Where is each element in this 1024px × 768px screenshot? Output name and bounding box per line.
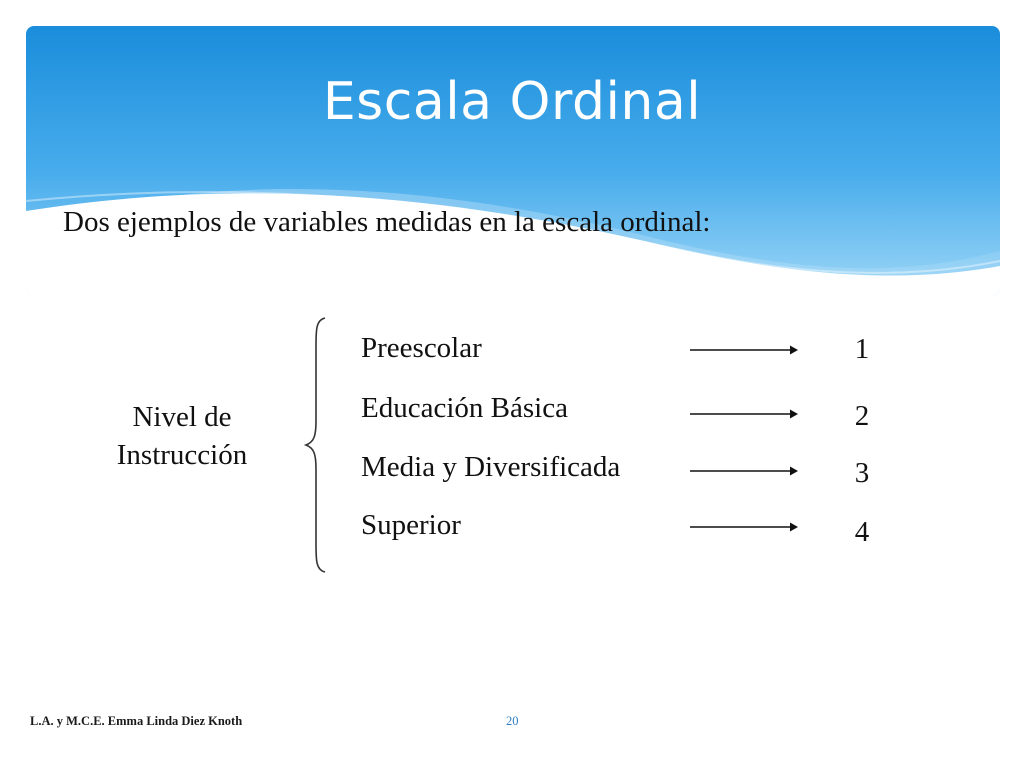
level-value-3: 3 <box>854 457 870 489</box>
page-number: 20 <box>506 714 519 728</box>
variable-name-line1: Nivel de <box>132 401 232 433</box>
level-value-4: 4 <box>854 516 870 548</box>
slide-title: Escala Ordinal <box>322 72 702 132</box>
curly-brace-icon <box>300 316 340 574</box>
level-label-superior: Superior <box>361 509 461 541</box>
level-value-2: 2 <box>854 400 870 432</box>
slide-subtitle: Dos ejemplos de variables medidas en la escala ordinal: <box>63 206 711 238</box>
arrow-right-icon <box>690 408 800 420</box>
level-label-educacion-basica: Educación Básica <box>361 392 568 424</box>
arrow-right-icon <box>690 521 800 533</box>
banner-background <box>26 26 1000 296</box>
title-banner <box>26 26 1000 296</box>
variable-name-line2: Instrucción <box>116 439 248 471</box>
arrow-right-icon <box>690 465 800 477</box>
level-label-preescolar: Preescolar <box>361 332 482 364</box>
variable-name <box>82 398 282 474</box>
level-label-media-diversificada: Media y Diversificada <box>361 451 621 483</box>
level-value-1: 1 <box>854 333 870 365</box>
footer-author: L.A. y M.C.E. Emma Linda Diez Knoth <box>30 714 243 728</box>
arrow-right-icon <box>690 344 800 356</box>
